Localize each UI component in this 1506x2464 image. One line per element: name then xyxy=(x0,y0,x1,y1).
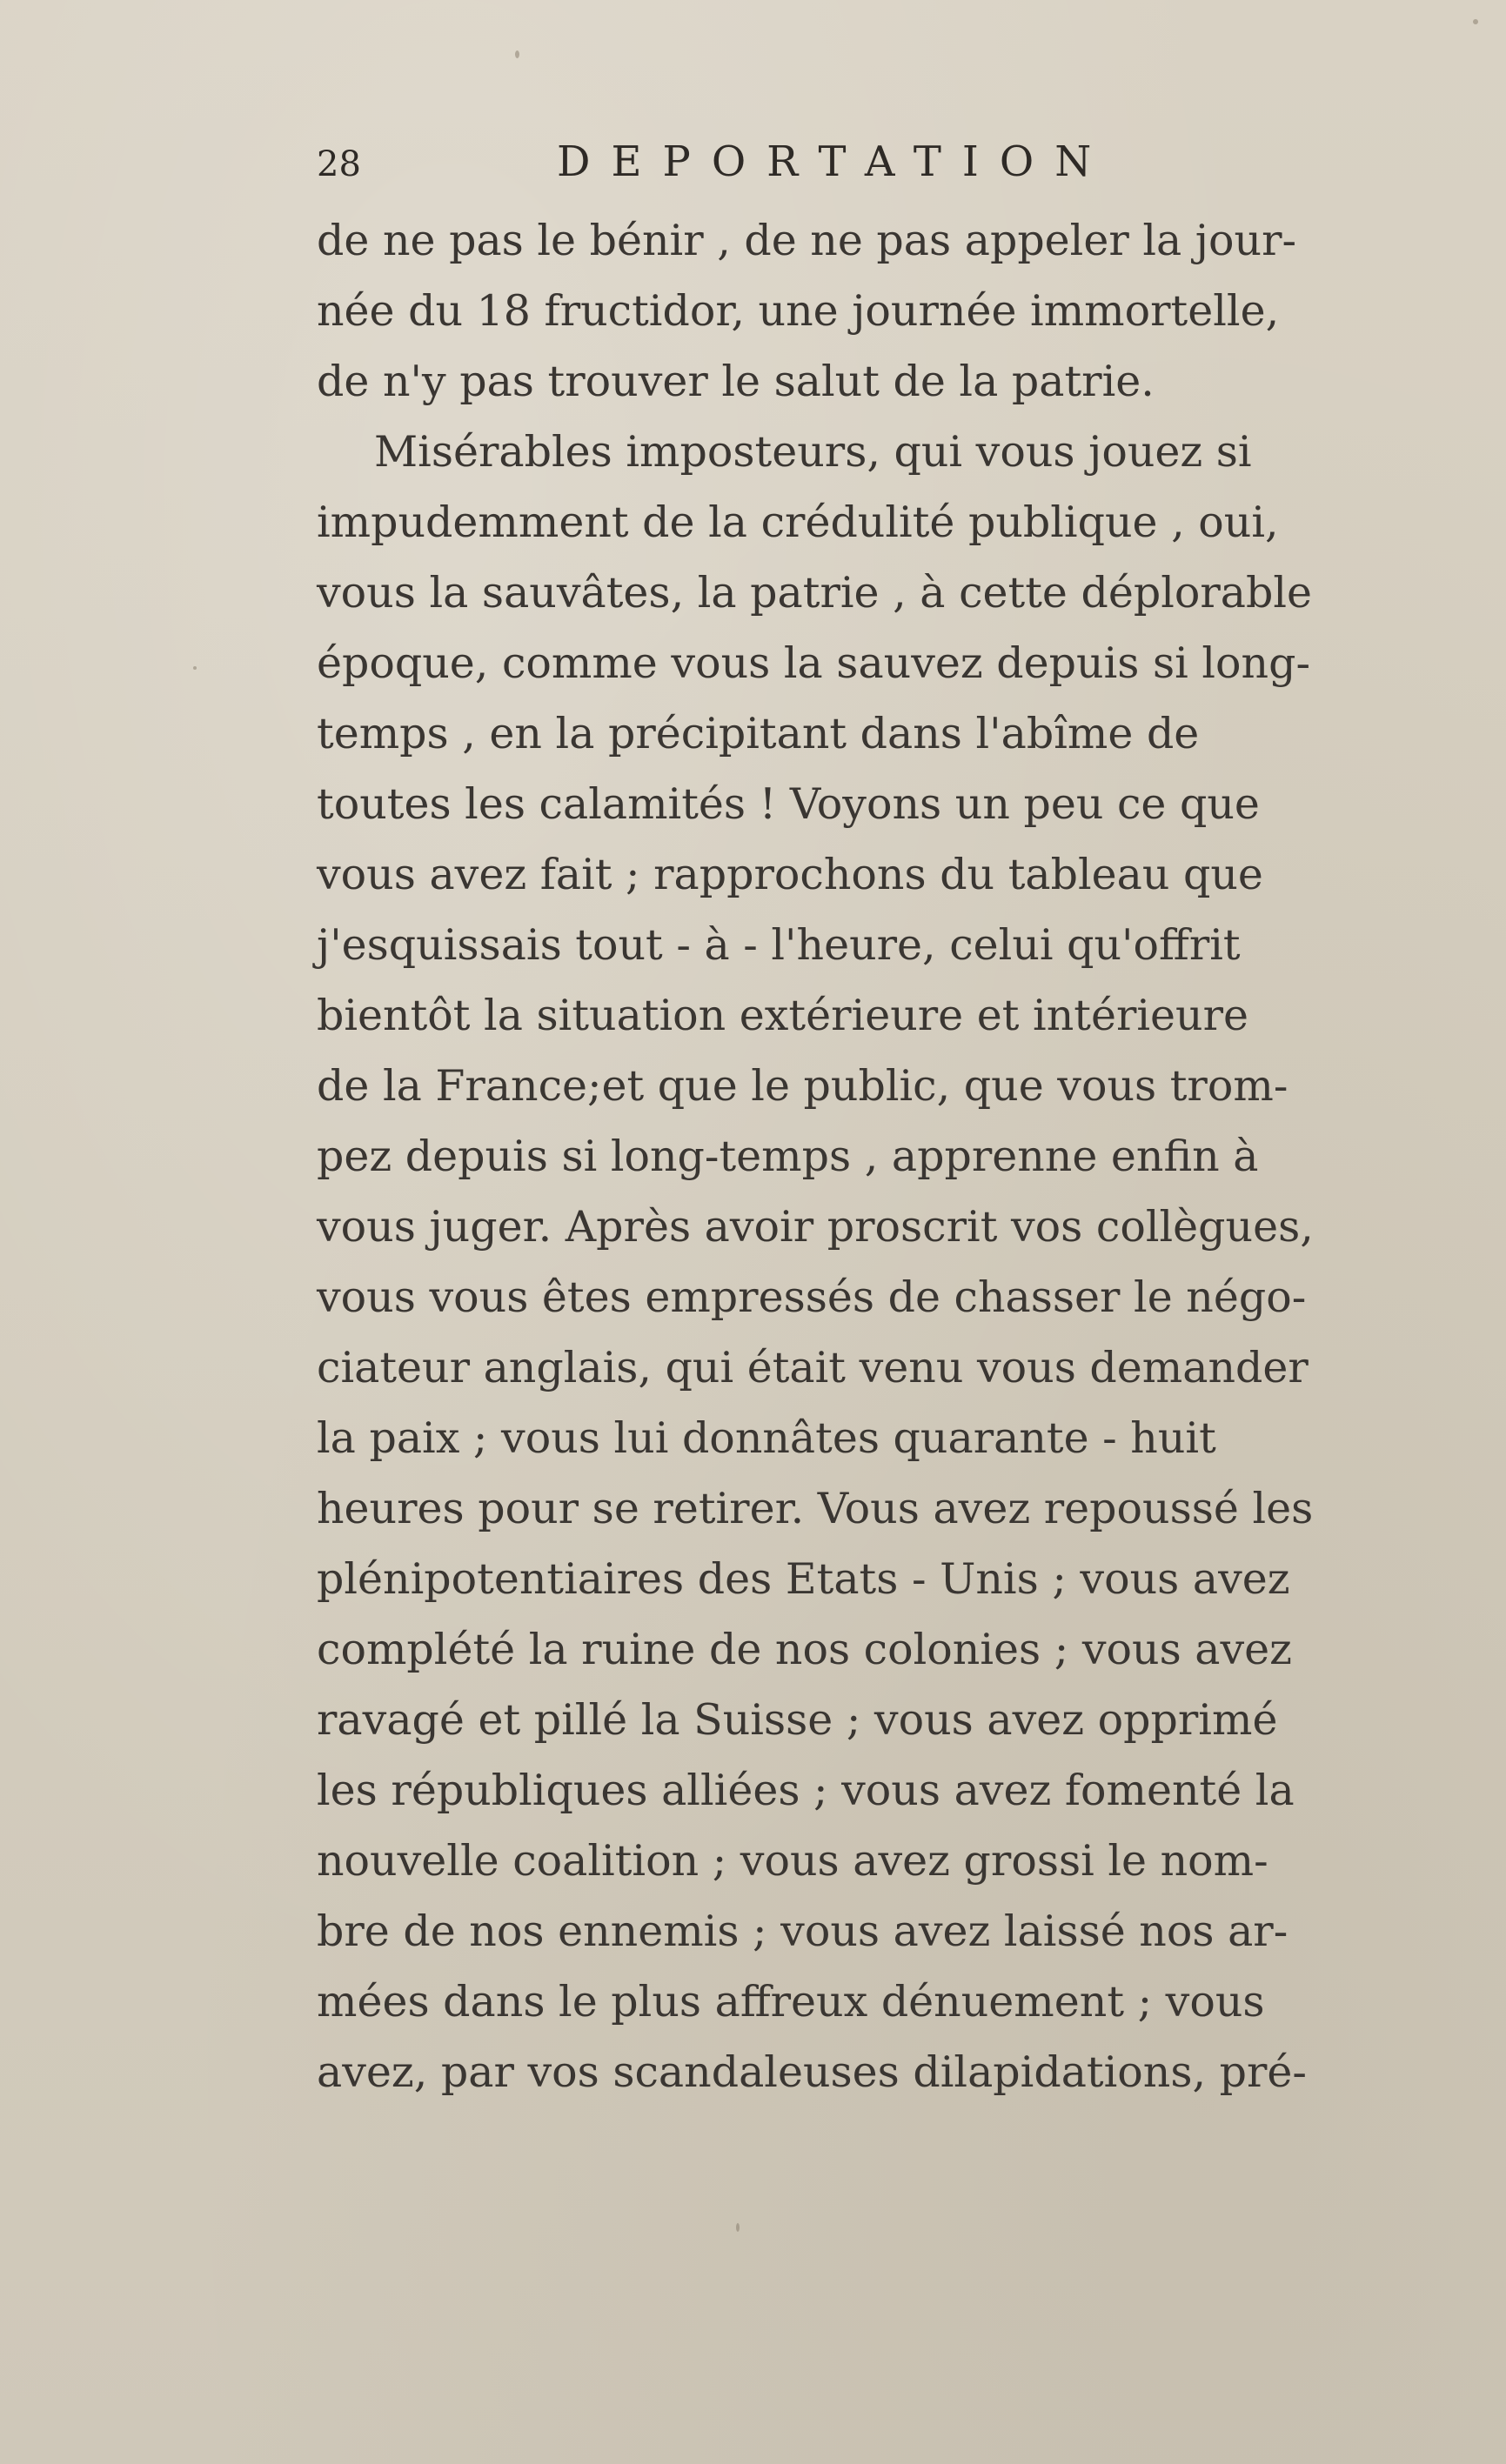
text-line: vous avez fait ; rapprochons du tableau que xyxy=(317,850,1263,899)
text-line: impudemment de la crédulité publique , oui, xyxy=(317,497,1279,547)
paper-speck xyxy=(1473,19,1478,24)
text-line: époque, comme vous la sauvez depuis si long- xyxy=(317,638,1311,688)
text-line: temps , en la précipitant dans l'abîme de xyxy=(317,709,1200,758)
paragraph-start-line: Misérables imposteurs, qui vous jouez si xyxy=(374,427,1252,477)
text-line: plénipotentiaires des Etats - Unis ; vous avez xyxy=(317,1554,1290,1604)
paper-speck xyxy=(736,2223,740,2232)
text-line: de ne pas le bénir , de ne pas appeler la jour- xyxy=(317,216,1297,265)
text-line: de la France;et que le public, que vous trom- xyxy=(317,1061,1288,1111)
text-line: ciateur anglais, qui était venu vous demander xyxy=(317,1343,1309,1392)
text-line: ravagé et pillé la Suisse ; vous avez opprimé xyxy=(317,1695,1278,1745)
paper-speck xyxy=(193,666,197,670)
text-line: bientôt la situation extérieure et intérieure xyxy=(317,991,1249,1040)
text-line: la paix ; vous lui donnâtes quarante - huit xyxy=(317,1413,1216,1463)
text-line: née du 18 fructidor, une journée immortelle, xyxy=(317,286,1280,336)
text-line: bre de nos ennemis ; vous avez laissé nos ar- xyxy=(317,1906,1288,1956)
text-line: vous la sauvâtes, la patrie , à cette déplorable xyxy=(317,568,1313,618)
text-line: j'esquissais tout - à - l'heure, celui qu'offrit xyxy=(317,920,1241,970)
page-number: 28 xyxy=(317,144,361,184)
text-line: complété la ruine de nos colonies ; vous avez xyxy=(317,1625,1292,1674)
paper-speck xyxy=(515,50,519,58)
text-line: les républiques alliées ; vous avez fomenté la xyxy=(317,1766,1295,1815)
text-line: avez, par vos scandaleuses dilapidations, pré- xyxy=(317,2047,1307,2097)
text-line: toutes les calamités ! Voyons un peu ce que xyxy=(317,779,1260,829)
body-text xyxy=(317,205,1404,2107)
text-line: vous vous êtes empressés de chasser le négo- xyxy=(317,1272,1307,1322)
text-line: nouvelle coalition ; vous avez grossi le nom- xyxy=(317,1836,1268,1886)
running-title: DEPORTATION xyxy=(557,137,1113,186)
text-line: heures pour se retirer. Vous avez repoussé les xyxy=(317,1484,1314,1533)
text-line: de n'y pas trouver le salut de la patrie. xyxy=(317,357,1155,406)
page-header xyxy=(317,137,1187,198)
text-line: mées dans le plus affreux dénuement ; vous xyxy=(317,1977,1265,2027)
text-line: pez depuis si long-temps , apprenne enfin à xyxy=(317,1132,1259,1181)
text-line: vous juger. Après avoir proscrit vos collègues, xyxy=(317,1202,1314,1252)
